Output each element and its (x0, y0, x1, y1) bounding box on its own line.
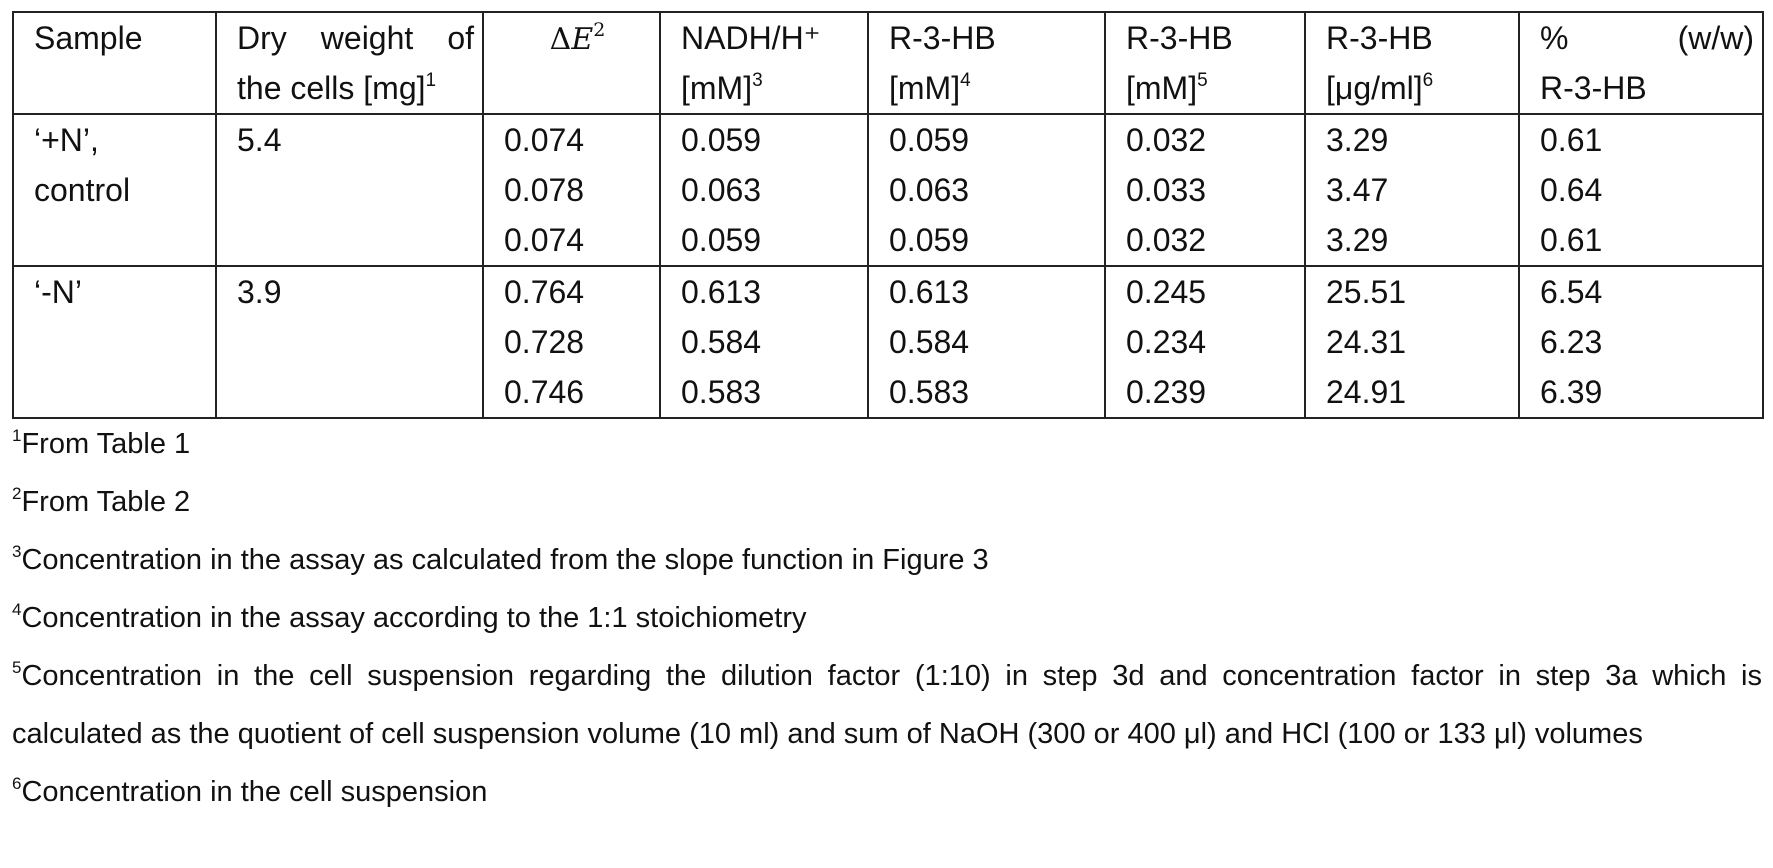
footnote-ref-4: 4 (960, 70, 971, 91)
footnote-number: 2 (12, 484, 22, 503)
rhb-cell-cell (1105, 114, 1305, 266)
sample-label: ‘+N’, (34, 122, 99, 158)
header-dry-weight-line1: Dry weight of (237, 20, 474, 56)
header-row (13, 12, 1763, 114)
dry-weight-value: 5.4 (237, 122, 282, 158)
header-ww-line2: R-3-HB (1540, 70, 1647, 106)
ww-value: 0.64 (1540, 172, 1603, 208)
rhb-assay-value: 0.584 (889, 324, 970, 360)
table-row (13, 114, 1763, 266)
rhb-assay-value: 0.613 (889, 274, 970, 310)
dry-weight-cell (216, 266, 483, 418)
rhb-cell-value: 0.032 (1126, 222, 1207, 258)
rhb-assay-value: 0.063 (889, 172, 970, 208)
footnote (12, 415, 1762, 473)
nadh-value: 0.063 (681, 172, 762, 208)
footnote (12, 473, 1762, 531)
footnote-text: From Table 1 (21, 428, 191, 460)
rhb-ugml-value: 24.91 (1326, 374, 1407, 410)
nadh-value: 0.613 (681, 274, 762, 310)
nadh-value: 0.059 (681, 222, 762, 258)
sample-cell (13, 266, 216, 418)
rhb-ugml-value: 24.31 (1326, 324, 1407, 360)
header-dry-weight (216, 12, 483, 114)
header-rhb-assay-line2: [mM] (889, 70, 961, 106)
nadh-cell (660, 266, 868, 418)
delta-e-value: 0.746 (504, 374, 585, 410)
rhb-ugml-value: 25.51 (1326, 274, 1407, 310)
ww-value: 6.39 (1540, 374, 1603, 410)
rhb-ugml-value: 3.47 (1326, 172, 1389, 208)
rhb-ugml-value: 3.29 (1326, 122, 1389, 158)
rhb-assay-cell (868, 266, 1105, 418)
rhb-cell-value: 0.245 (1126, 274, 1207, 310)
footnote-text: From Table 2 (21, 486, 191, 518)
header-ww (1519, 12, 1763, 114)
footnote-text: Concentration in the assay as calculated from the slope function in Figure 3 (21, 544, 989, 576)
dry-weight-value: 3.9 (237, 274, 282, 310)
footnote-text: Concentration in the cell suspension regarding the dilution factor (1:10) in step 3d and concentration factor in step 3a which is calculated as the quotient of cell suspension volume (10 ml) and sum of NaOH (300 or 400 μl) and HCl (100 or 133 μl) volumes (12, 660, 1762, 750)
header-nadh-line2: [mM] (681, 70, 753, 106)
rhb-ugml-cell (1305, 114, 1519, 266)
table-row (13, 266, 1763, 418)
header-ww-line1: % (w/w) (1540, 20, 1754, 56)
footnote-number: 5 (12, 658, 22, 677)
footnote-number: 3 (12, 542, 22, 561)
header-nadh (660, 12, 868, 114)
delta-e-value: 0.074 (504, 122, 585, 158)
ww-cell (1519, 114, 1763, 266)
nadh-cell (660, 114, 868, 266)
rhb-cell-value: 0.234 (1126, 324, 1207, 360)
nadh-value: 0.583 (681, 374, 762, 410)
dry-weight-cell (216, 114, 483, 266)
ww-value: 6.54 (1540, 274, 1603, 310)
header-rhb-assay (868, 12, 1105, 114)
ww-cell (1519, 266, 1763, 418)
rhb-assay-cell (868, 114, 1105, 266)
header-dry-weight-line2: the cells [mg] (237, 70, 426, 106)
rhb-cell-value: 0.032 (1126, 122, 1207, 158)
footnote-text: Concentration in the assay according to the 1:1 stoichiometry (21, 602, 807, 634)
footnote-number: 1 (12, 426, 22, 445)
header-rhb-cell-line2: [mM] (1126, 70, 1198, 106)
ww-value: 0.61 (1540, 222, 1603, 258)
delta-e-value: 0.078 (504, 172, 585, 208)
header-rhb-ugml (1305, 12, 1519, 114)
header-nadh-line1: NADH/H⁺ (681, 20, 821, 56)
footnote-ref-2: 2 (593, 19, 606, 41)
sample-sublabel: control (34, 172, 131, 208)
header-rhb-ugml-line2: [μg/ml] (1326, 70, 1423, 106)
rhb-ugml-value: 3.29 (1326, 222, 1389, 258)
header-rhb-cell-line1: R-3-HB (1126, 20, 1233, 56)
footnote-ref-3: 3 (752, 70, 763, 91)
rhb-cell-cell (1105, 266, 1305, 418)
delta-e-value: 0.074 (504, 222, 585, 258)
footnotes (12, 415, 1762, 821)
ww-value: 0.61 (1540, 122, 1603, 158)
footnote (12, 647, 1762, 763)
footnote-ref-6: 6 (1422, 70, 1434, 91)
header-rhb-ugml-line1: R-3-HB (1326, 20, 1433, 56)
delta-e-symbol: $\Delta E^2$ (549, 19, 606, 57)
ww-value: 6.23 (1540, 324, 1603, 360)
sample-label: ‘-N’ (34, 274, 82, 310)
delta-e-value: 0.764 (504, 274, 585, 310)
delta-e-value: 0.728 (504, 324, 585, 360)
rhb-assay-value: 0.583 (889, 374, 970, 410)
footnote-ref-1: 1 (425, 70, 437, 91)
footnote-ref-5: 5 (1197, 70, 1208, 91)
rhb-assay-value: 0.059 (889, 122, 970, 158)
rhb-assay-value: 0.059 (889, 222, 970, 258)
results-table (12, 11, 1764, 419)
sample-cell (13, 114, 216, 266)
header-rhb-assay-line1: R-3-HB (889, 20, 996, 56)
document (12, 11, 1762, 821)
nadh-value: 0.584 (681, 324, 762, 360)
nadh-value: 0.059 (681, 122, 762, 158)
header-sample-label: Sample (34, 20, 143, 56)
footnote-number: 4 (12, 600, 22, 619)
rhb-cell-value: 0.239 (1126, 374, 1207, 410)
footnote (12, 763, 1762, 821)
delta-e-cell (483, 114, 660, 266)
delta-e-cell (483, 266, 660, 418)
header-rhb-cell (1105, 12, 1305, 114)
header-delta-e (483, 12, 660, 114)
header-sample (13, 12, 216, 114)
footnote (12, 589, 1762, 647)
footnote-number: 6 (12, 774, 22, 793)
footnote (12, 531, 1762, 589)
rhb-ugml-cell (1305, 266, 1519, 418)
footnote-text: Concentration in the cell suspension (21, 776, 488, 808)
rhb-cell-value: 0.033 (1126, 172, 1207, 208)
